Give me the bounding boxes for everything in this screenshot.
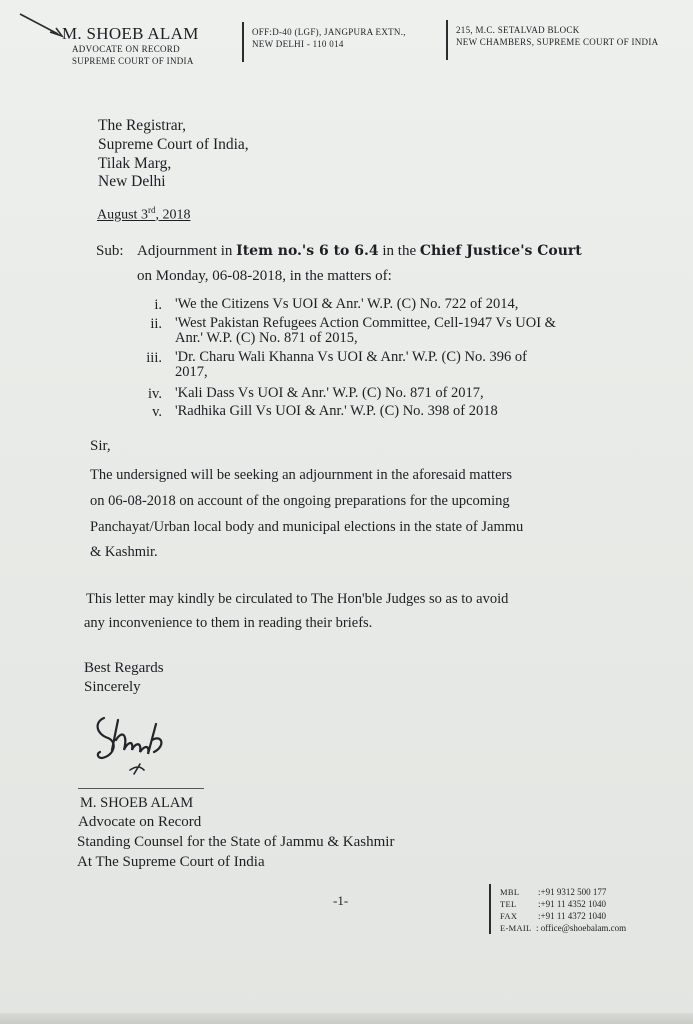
subject-line: Adjournment in Item no.'s 6 to 6.4 in the Chief Justice's Court <box>137 243 582 259</box>
letterhead-name: M. SHOEB ALAM <box>62 24 199 43</box>
signatory-role: Standing Counsel for the State of Jammu & Kashmir <box>77 834 395 850</box>
contact-value: :+91 9312 500 177 <box>538 887 607 897</box>
salutation: Sir, <box>90 438 111 454</box>
matter-number: iv. <box>148 386 162 402</box>
letter-date: August 3rd, 2018 <box>97 205 191 223</box>
signatory-name: M. SHOEB ALAM <box>80 795 194 811</box>
matter-text: 'Dr. Charu Wali Khanna Vs UOI & Anr.' W.P. (C) No. 396 of <box>175 349 527 365</box>
matter-text: Anr.' W.P. (C) No. 871 of 2015, <box>175 330 358 346</box>
paragraph-1-line: Panchayat/Urban local body and municipal elections in the state of Jammu <box>90 519 524 535</box>
paper-edge <box>0 1013 693 1024</box>
paragraph-2-line: This letter may kindly be circulated to The Hon'ble Judges so as to avoid <box>86 591 509 607</box>
contact-label: TEL <box>500 899 517 909</box>
addressee-line: The Registrar, <box>98 117 187 134</box>
contact-divider <box>489 884 491 934</box>
addressee-line: Tilak Marg, <box>98 155 172 172</box>
closing-line: Sincerely <box>84 679 141 695</box>
matter-text: 'Kali Dass Vs UOI & Anr.' W.P. (C) No. 871 of 2017, <box>175 385 484 401</box>
contact-value: :+91 11 4372 1040 <box>538 911 606 921</box>
contact-value: : office@shoebalam.com <box>536 923 627 933</box>
matter-text: 'West Pakistan Refugees Action Committee, Cell-1947 Vs UOI & <box>175 315 556 331</box>
letterhead-divider <box>242 22 244 62</box>
signatory-role: At The Supreme Court of India <box>77 854 265 870</box>
closing-line: Best Regards <box>84 660 164 676</box>
addressee-line: Supreme Court of India, <box>98 136 249 153</box>
letterhead-title-1: ADVOCATE ON RECORD <box>72 44 180 54</box>
chamber-address-line-1: 215, M.C. SETALVAD BLOCK <box>456 25 580 35</box>
matter-number: v. <box>152 404 162 420</box>
paragraph-1-line: The undersigned will be seeking an adjournment in the aforesaid matters <box>90 467 512 483</box>
matter-text: 'We the Citizens Vs UOI & Anr.' W.P. (C) No. 722 of 2014, <box>175 296 519 312</box>
matter-text: 2017, <box>175 364 208 380</box>
letterhead-divider <box>446 20 448 60</box>
signature-icon <box>90 700 190 780</box>
pen-mark-icon <box>18 10 66 40</box>
subject-label: Sub: <box>96 243 124 259</box>
letterhead-title-2: SUPREME COURT OF INDIA <box>72 56 194 66</box>
matter-number: iii. <box>146 350 162 366</box>
paragraph-2-line: any inconvenience to them in reading their briefs. <box>84 615 373 631</box>
signature-rule <box>78 788 204 789</box>
contact-value: :+91 11 4352 1040 <box>538 899 606 909</box>
contact-label: FAX <box>500 911 518 921</box>
paragraph-1-line: & Kashmir. <box>90 544 158 560</box>
signatory-role: Advocate on Record <box>78 814 202 830</box>
matter-number: ii. <box>150 316 162 332</box>
matter-text: 'Radhika Gill Vs UOI & Anr.' W.P. (C) No. 398 of 2018 <box>175 403 498 419</box>
matter-number: i. <box>154 297 162 313</box>
office-address-line-2: NEW DELHI - 110 014 <box>252 39 344 49</box>
addressee-line: New Delhi <box>98 173 166 190</box>
subject-line-2: on Monday, 06-08-2018, in the matters of: <box>137 268 392 284</box>
paragraph-1-line: on 06-08-2018 on account of the ongoing preparations for the upcoming <box>90 493 510 509</box>
contact-label: MBL <box>500 887 520 897</box>
chamber-address-line-2: NEW CHAMBERS, SUPREME COURT OF INDIA <box>456 37 659 47</box>
contact-label: E-MAIL <box>500 923 532 933</box>
office-address-line-1: OFF:D-40 (LGF), JANGPURA EXTN., <box>252 27 406 37</box>
page-number: -1- <box>333 893 349 908</box>
